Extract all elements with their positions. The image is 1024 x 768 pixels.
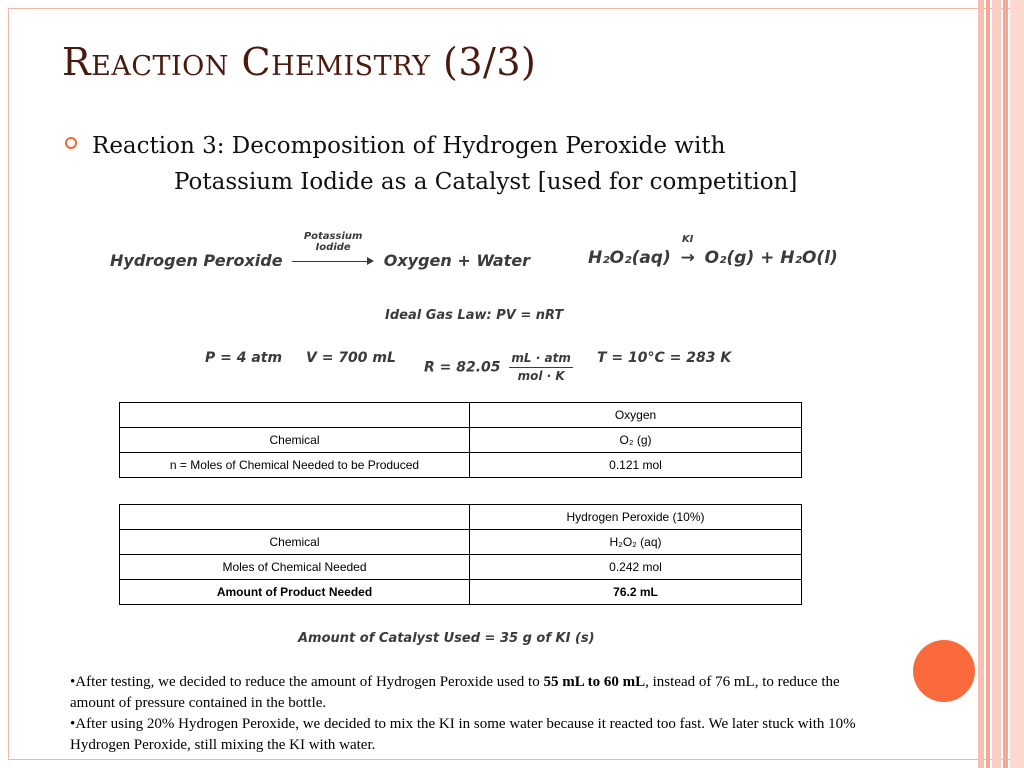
chemical-equation-reactant: H₂O₂(aq) [588, 248, 671, 268]
hydrogen-peroxide-table [119, 504, 802, 605]
chemical-equation-products: O₂(g) + H₂O(l) [704, 248, 838, 268]
temperature-value: T = 10°C = 283 K [597, 350, 732, 366]
notes [70, 672, 870, 756]
table-cell: n = Moles of Chemical Needed to be Produced [120, 453, 470, 478]
bullet-line-1: Reaction 3: Decomposition of Hydrogen Peroxide with [92, 133, 726, 159]
pressure-value: P = 4 atm [205, 350, 283, 366]
table-row [120, 453, 802, 478]
slide-title: Reaction Chemistry (3/3) [62, 40, 537, 84]
arrow-line [292, 261, 368, 262]
ideal-gas-law: Ideal Gas Law: PV = nRT [385, 308, 564, 323]
bullet-text [92, 128, 932, 200]
table-cell: Amount of Product Needed [120, 580, 470, 605]
table-cell: O₂ (g) [470, 428, 802, 453]
table-header-cell: Oxygen [470, 403, 802, 428]
decorative-stripe [986, 0, 990, 768]
table-cell [120, 505, 470, 530]
word-equation [110, 230, 531, 270]
table-header-row [120, 403, 802, 428]
bullet-line-2: Potassium Iodide as a Catalyst [used for competition] [174, 169, 798, 195]
orange-circle-decoration [913, 640, 975, 702]
table-row [120, 428, 802, 453]
note-2: •After using 20% Hydrogen Peroxide, we decided to mix the KI in some water because it reacted too fast. We later stuck with 10% Hydrogen Peroxide, still mixing the KI with water. [70, 716, 856, 753]
table-row [120, 580, 802, 605]
gas-constant-numerator: mL · atm [509, 350, 572, 368]
table-cell: Chemical [120, 530, 470, 555]
gas-constant-units [509, 350, 572, 385]
gas-constant-prefix: R = 82.05 [424, 359, 501, 376]
table-cell: H₂O₂ (aq) [470, 530, 802, 555]
catalyst-label-line-1: Potassium [303, 230, 363, 242]
table-cell: Chemical [120, 428, 470, 453]
word-equation-reactant: Hydrogen Peroxide [110, 251, 283, 270]
chemical-equation [588, 234, 838, 268]
table-cell: 0.121 mol [470, 453, 802, 478]
note-1-text: •After testing, we decided to reduce the amount of Hydrogen Peroxide used to [70, 674, 544, 690]
circle-bullet-icon [65, 137, 77, 149]
table-header-cell: Hydrogen Peroxide (10%) [470, 505, 802, 530]
table-row [120, 555, 802, 580]
arrow-head-icon [367, 257, 374, 265]
note-1-highlight: 55 mL to 60 mL [543, 674, 646, 690]
oxygen-table [119, 402, 802, 478]
decorative-stripe [1003, 0, 1008, 768]
volume-value: V = 700 mL [306, 350, 396, 366]
ki-arrow [677, 234, 699, 268]
decorative-stripe [978, 0, 984, 768]
table-cell: Moles of Chemical Needed [120, 555, 470, 580]
decorative-stripe [1010, 0, 1024, 768]
table-cell [120, 403, 470, 428]
table-row [120, 530, 802, 555]
reaction-arrow [292, 230, 374, 269]
ki-catalyst-label: KI [681, 234, 694, 245]
catalyst-label-line-2: Iodide [315, 241, 351, 253]
word-equation-products: Oxygen + Water [383, 251, 531, 270]
table-cell: 76.2 mL [470, 580, 802, 605]
table-header-row [120, 505, 802, 530]
decorative-stripe [992, 0, 1001, 768]
catalyst-label [292, 231, 374, 253]
arrow-icon: → [680, 248, 695, 268]
gas-constant-denominator: mol · K [517, 369, 565, 383]
gas-constant-value [424, 350, 573, 385]
catalyst-amount: Amount of Catalyst Used = 35 g of KI (s) [298, 631, 595, 646]
table-cell: 0.242 mol [470, 555, 802, 580]
note-1-text-end: , instead of 76 mL, to reduce the amount of pressure contained in the bottle. [70, 674, 840, 711]
note-1 [70, 672, 870, 714]
